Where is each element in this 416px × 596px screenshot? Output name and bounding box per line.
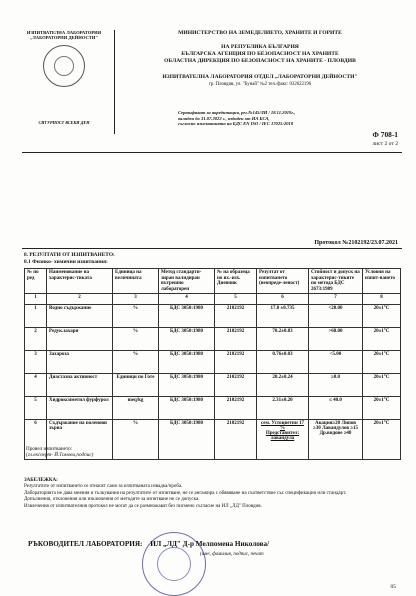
cell-cond: 20±1°С	[363, 374, 401, 397]
cell-cond: 20±1°С	[363, 328, 401, 351]
col-header: Условия на изпит-ването	[363, 269, 401, 294]
cell-method: БДС 3050:1980	[159, 351, 215, 374]
header-republic: НА РЕПУБЛИКА БЪЛГАРИЯ	[221, 44, 299, 50]
cell-unit: %	[113, 305, 159, 328]
col-number: 1	[25, 294, 47, 305]
cell-unit: %	[113, 328, 159, 351]
notes-line: Допълнения, отклонения или изключения от методите за изпитване не се допуска.	[24, 497, 200, 503]
cell-no: 5	[25, 397, 47, 420]
cell-sample: 2102192	[215, 374, 257, 397]
accreditation-certificate	[178, 110, 388, 127]
col-header: № по ред	[25, 269, 47, 294]
cell-method: БДС 3050:1980	[159, 397, 215, 420]
cell-name: Диастазна активност	[47, 374, 113, 397]
cell-norm: <20.00	[309, 305, 363, 328]
cell-no: 4	[25, 374, 47, 397]
cell-sample: 2102192	[215, 305, 257, 328]
notes-line: Резултатите от изпитването се отнасят само за изпитваната извадка/проба.	[24, 484, 183, 490]
header-rule	[22, 152, 402, 153]
tested-by	[26, 446, 93, 459]
col-number: 2	[47, 294, 113, 305]
col-header: Стойност и допуск на характерис-тиките по метода БДС 2673:1989	[309, 269, 363, 294]
cell-result	[257, 420, 309, 460]
col-header: Резултат от изпитването (неопреде-леност)	[257, 269, 309, 294]
cell-cond: 20±1°С	[363, 305, 401, 328]
col-number: 7	[309, 294, 363, 305]
cell-method: БДС 3050:1980	[159, 305, 215, 328]
cell-no: 2	[25, 328, 47, 351]
cell-no: 6	[25, 420, 47, 460]
cell-sample: 2102192	[215, 397, 257, 420]
col-number: 5	[215, 294, 257, 305]
table-row	[25, 351, 401, 374]
cell-cond: 20±1°С	[363, 420, 401, 460]
cert-line-3: съгласно изискванията на БДС EN ISO / IEC 17025:2018	[178, 121, 294, 127]
cell-norm: >68.00	[309, 328, 363, 351]
lab-motto: СИГУРНОСТ ВСЕКИ ДЕН	[38, 120, 90, 125]
cell-result: 20.2±0.24	[257, 374, 309, 397]
header-address: гр. Пловдив, ул. "Бунай" №2 тел./факс: 032622196	[208, 82, 312, 87]
tested-by-label: Провел изпитването:	[26, 446, 73, 452]
lab-emblem-icon	[43, 45, 85, 87]
cert-line-2: валиден до 31.07.2022 г., издаден от ИА БСА,	[178, 115, 270, 121]
subsection-title: 8.1 Физико- химични изпитвания:	[24, 259, 108, 265]
header-lab: ИЗПИТВАТЕЛНА ЛАБОРАТОРИЯ ОТДЕЛ „ЛАБОРАТОРНИ ДЕЙНОСТИ"	[162, 74, 358, 80]
col-header: Наименование на характерис-тиката	[47, 269, 113, 294]
cell-name: Захароза	[47, 351, 113, 374]
notes-line: Извлечения от изпитвателния протокол не могат да се размножават без писмено съгласие на ИЛ „ЛД" Пловдив.	[24, 503, 262, 509]
cell-result: 17.8 ±0.735	[257, 305, 309, 328]
results-table	[24, 268, 401, 460]
head-name: ИЛ „ЛД" Д-р Мелпомена Николова/	[150, 540, 270, 548]
cell-norm: ≤ 40.0	[309, 397, 363, 420]
notes-title: ЗАБЕЛЕЖКА:	[24, 478, 58, 483]
col-number: 8	[363, 294, 401, 305]
col-number: 3	[113, 294, 159, 305]
header-agency: БЪЛГАРСКА АГЕНЦИЯ ПО БЕЗОПАСНОСТ НА ХРАНИТЕ	[181, 51, 339, 57]
cert-line-1: Сертификат за акредитация, рег.№145/ЛИ / 18.11.2019г.,	[178, 110, 296, 115]
lab-logo	[18, 30, 110, 130]
table-header-row	[25, 269, 401, 294]
header-ministry: МИНИСТЕРСТВО НА ЗЕМЕДЕЛИЕТО, ХРАНИТЕ И ГОРИТЕ	[178, 30, 342, 36]
head-label: РЪКОВОДИТЕЛ ЛАБОРАТОРИЯ:	[28, 540, 143, 548]
form-number: Ф 708-1	[372, 130, 398, 139]
col-header: Метод стандарти-зиран валидиран вътрешно лабораторен	[159, 269, 215, 294]
cell-unit: %	[113, 351, 159, 374]
table-row	[25, 305, 401, 328]
header-directorate: ОБЛАСТНА ДИРЕКЦИЯ ПО БЕЗОПАСНОСТ НА ХРАНИТЕ - ПЛОВДИВ	[164, 58, 356, 64]
cell-name: Съдържание на поленови зърна	[47, 420, 113, 460]
cell-result: 0.76±0.03	[257, 351, 309, 374]
cell-sample: 2102192	[215, 351, 257, 374]
cell-cond: 20±1°С	[363, 397, 401, 420]
footer-number: 05	[390, 584, 396, 590]
head-of-lab	[28, 540, 408, 548]
cell-result: 70.2±0.83	[257, 328, 309, 351]
cell-name: Водно съдържание	[47, 305, 113, 328]
cell-name: Редук.захари	[47, 328, 113, 351]
header-divider	[114, 30, 115, 134]
cell-unit: meq/kg	[113, 397, 159, 420]
col-number: 4	[159, 294, 215, 305]
cell-result: 2.31±0.20	[257, 397, 309, 420]
cell-method: БДС 3050:1980	[159, 420, 215, 460]
table-column-numbers	[25, 294, 401, 305]
protocol-number: Протокол №2102192/23.07.2021	[314, 240, 398, 246]
cell-result-main: сем. Устоцветни 17 %	[261, 421, 304, 432]
notes	[24, 478, 404, 510]
cell-no: 1	[25, 305, 47, 328]
cell-method: БДС 3050:1980	[159, 374, 215, 397]
cell-norm: ≥8.0	[309, 374, 363, 397]
cell-no: 3	[25, 351, 47, 374]
table-row	[25, 328, 401, 351]
cell-unit: Единици по Готе	[113, 374, 159, 397]
col-header: № на образеца по вх.-изх. Дневник	[215, 269, 257, 294]
lab-logo-name: ИЗПИТВАТЕЛНА ЛАБОРАТОРИЯ „ЛАБОРАТОРНИ ДЕЙНОСТИ"	[26, 30, 102, 41]
notes-line: Лабораторията не дава мнения и тълкувания на резултатите от изпитване, не се ангажира с обявяване на съответствие със спецификации или стандарт.	[24, 490, 347, 496]
cell-cond: 20±1°С	[363, 351, 401, 374]
section-title: 8. РЕЗУЛТАТИ ОТ ИЗПИТВАНЕТО:	[24, 252, 115, 258]
cell-sample: 2102192	[215, 420, 257, 460]
cell-unit: %	[113, 420, 159, 460]
col-number: 6	[257, 294, 309, 305]
cell-method: БДС 3050:1980	[159, 328, 215, 351]
table-row	[25, 374, 401, 397]
cell-result-representative: Представител: лавандула	[265, 431, 300, 442]
head-subcaption: (име, фамилия, подпис, печат	[200, 552, 264, 557]
cell-sample: 2102192	[215, 328, 257, 351]
cell-name: Хидроксиметил фурфурол	[47, 397, 113, 420]
col-header: Единица на величината	[113, 269, 159, 294]
tested-by-signer: (гл.експерт- Й.Томова,подпис)	[26, 452, 94, 459]
cell-norm: <5.00	[309, 351, 363, 374]
protocol-rule	[22, 248, 402, 249]
table-row	[25, 397, 401, 420]
page-number: лист 2 от 2	[372, 141, 398, 147]
cell-norm: Акация≥20 Липов ≥30 Лавандулов ≥15 Др.видове ≥40	[309, 420, 363, 460]
